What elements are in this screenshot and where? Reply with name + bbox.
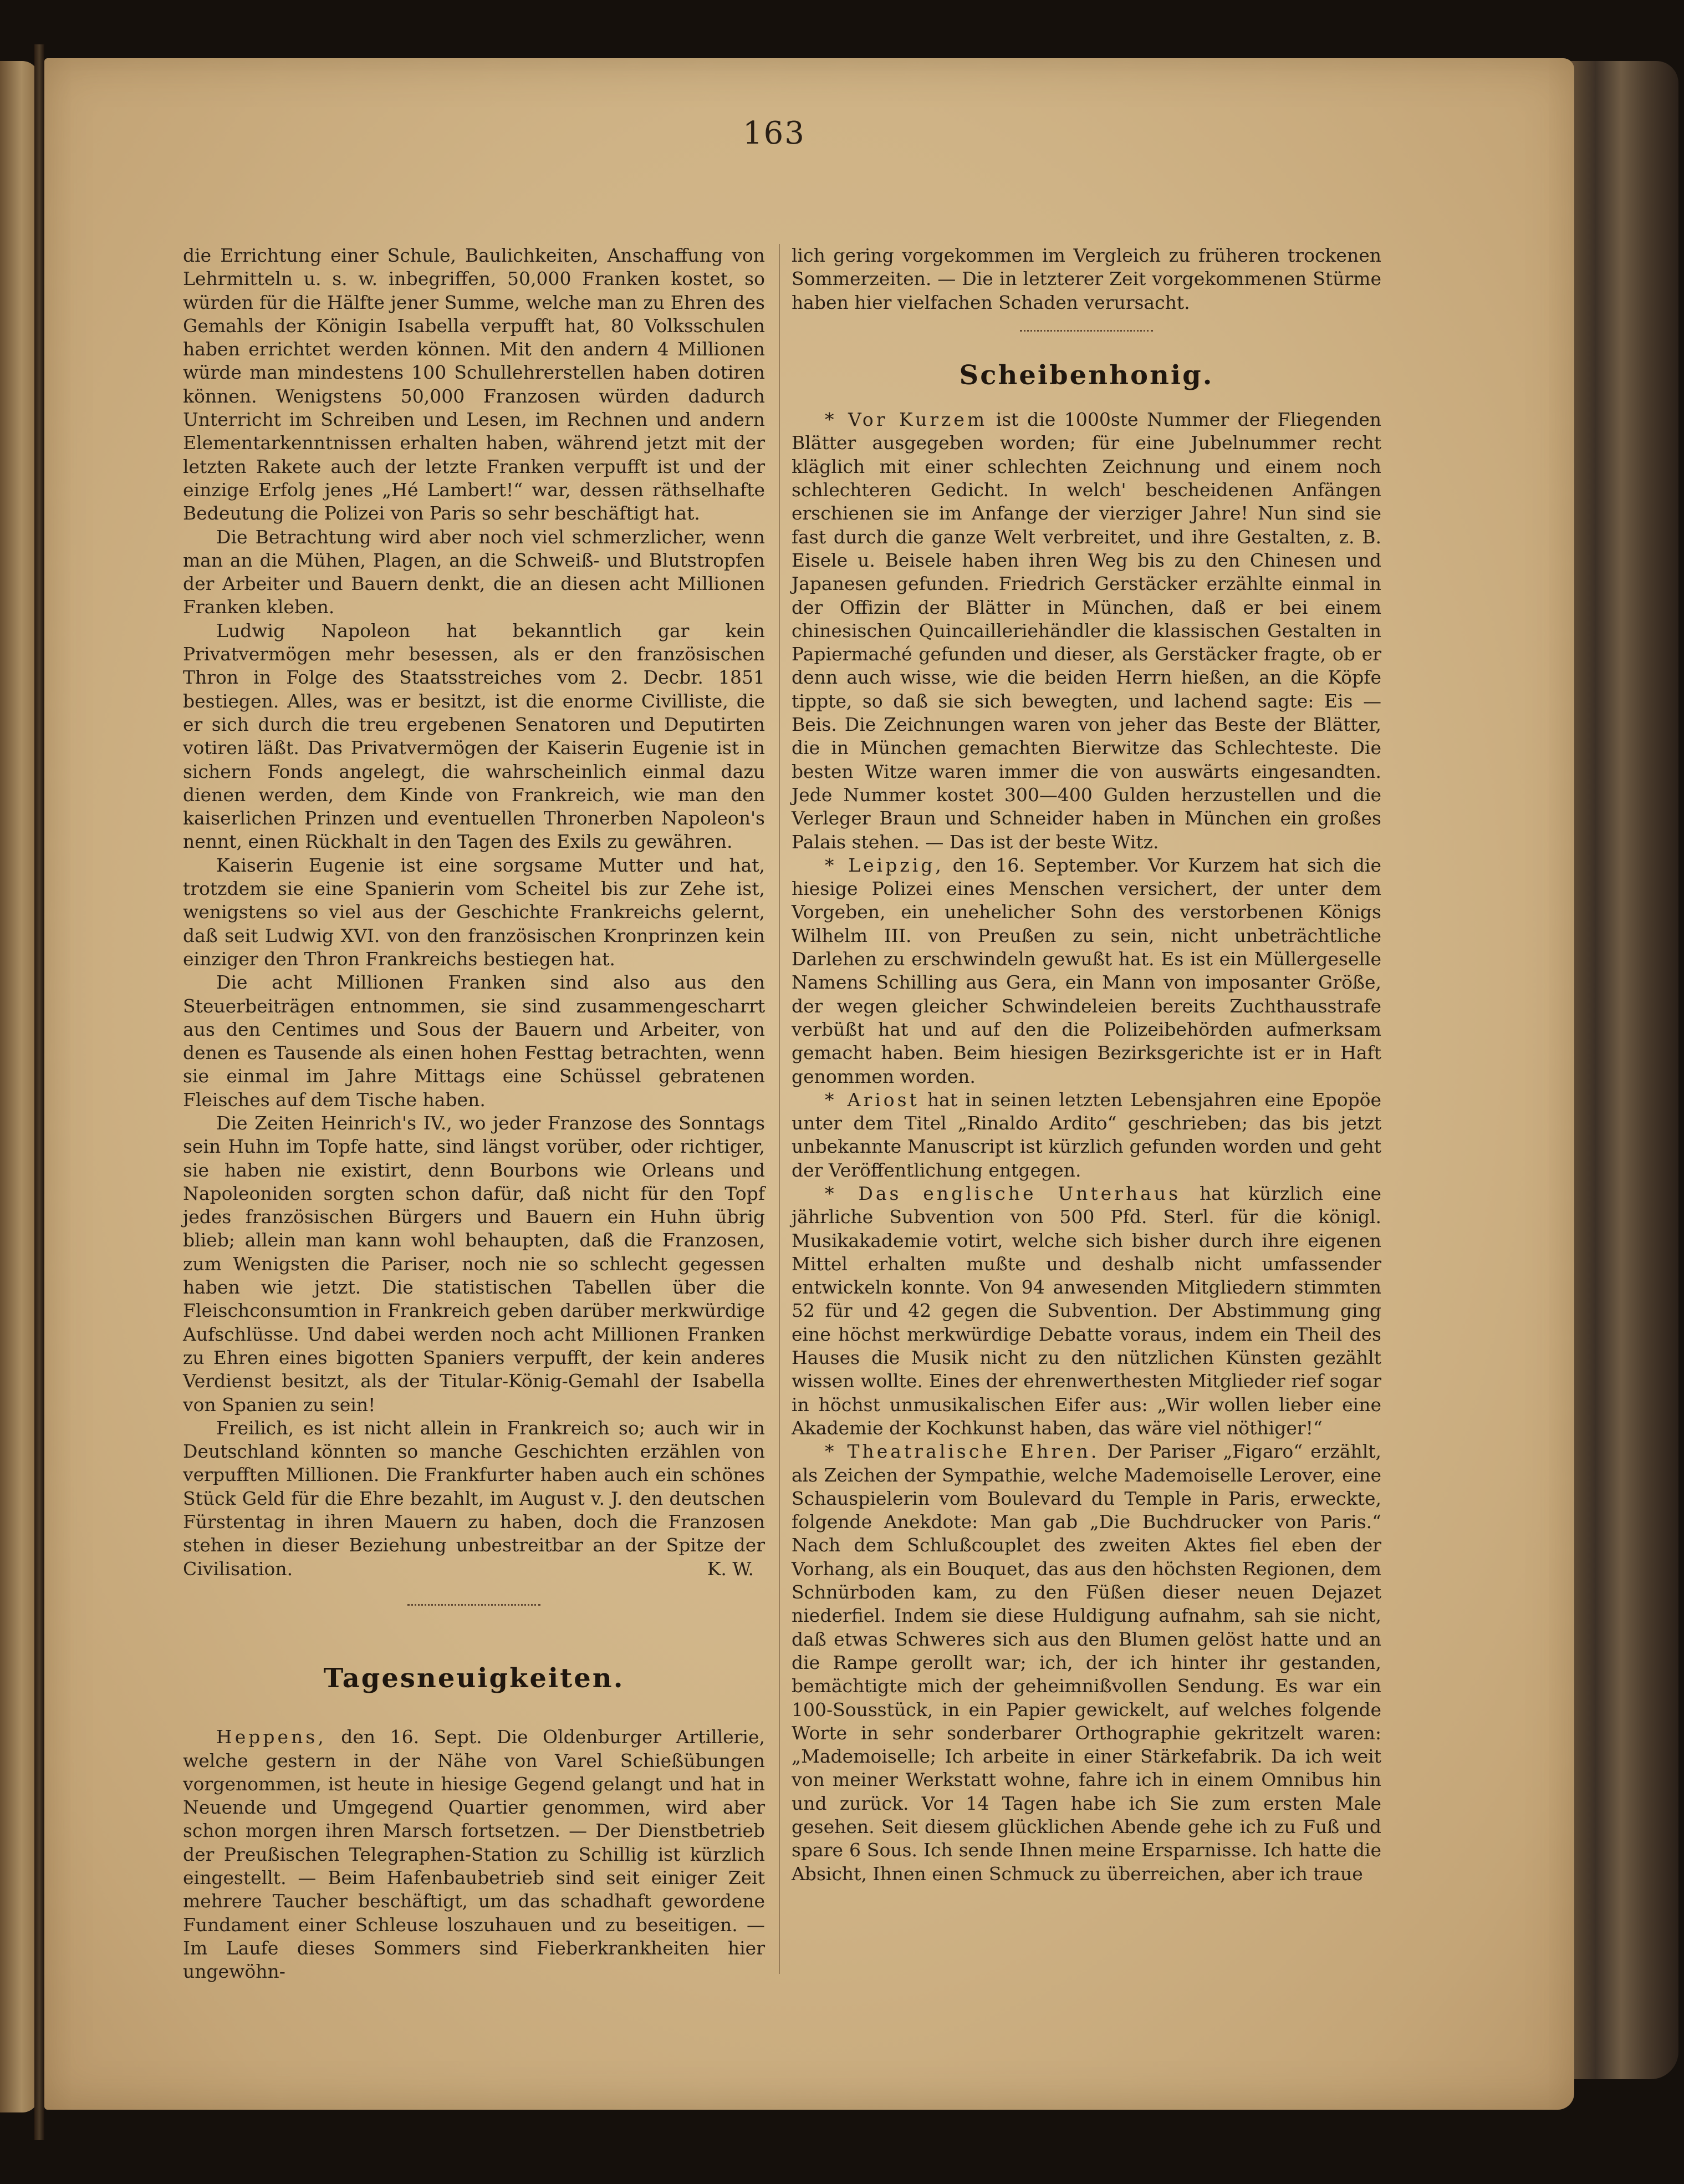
book-binding bbox=[34, 44, 44, 2140]
section-heading-tagesneuigkeiten: Tagesneuigkeiten. bbox=[323, 1662, 625, 1694]
news-item-dateline: Heppens, bbox=[216, 1726, 326, 1748]
item-text: ist die 1000ste Nummer der Fliegenden Blätter ausgegeben worden; für eine Jubelnummer recht kläglich mit einer schlechten Zeichnung und einem noch schlechteren Gedicht. In welch' bescheidenen Anfängen erschienen sie im Anfange der vierziger Jahre! Nun sind sie fast durch die ganze Welt verbreitet, und ihre Gestalten, z. B. Eisele u. Beisele haben ihren Weg bis zu den Chinesen und Japanesen gefunden. Friedrich Gerstäcker erzählte einmal in der Offizin der Blätter in München, daß er bei einem chinesischen Quincailleriehändler die klassischen Gestalten in Papiermaché gefunden und dieser, als Gerstäcker fragte, ob er denn auch wisse, wie die beiden Herrn hießen, an die Köpfe tippte, so daß sie sich bewegten, und lachend sagte: Eis — Beis. Die Zeichnungen waren von jeher das Beste der Blätter, die in München gemachten Bierwitze das Schlechteste. Die besten Witze waren immer die von auswärts eingesandten. Jede Nummer kostet 300—400 Gulden herzustellen und die Verleger Braun und Schneider haben in München ein großes Palais stehen. — Das ist der beste Witz. bbox=[792, 409, 1381, 853]
news-item-heppens bbox=[183, 1725, 765, 1983]
article-paragraph-final bbox=[183, 1417, 765, 1581]
news-item-text: den 16. Sept. Die Oldenburger Artillerie, welche gestern in der Nähe von Varel Schießübungen vorgenommen, ist heute in hiesige Gegend gelangt und hat in Neuende und Umgegend Quartier genommen, wird aber schon morgen ihren Marsch fortsetzen. — Der Dienstbetrieb der Preußischen Telegraphen-Station zu Schillig ist kürzlich eingestellt. — Beim Hafenbaubetrieb sind seit einiger Zeit mehrere Taucher beschäftigt, um das schadhaft gewordene Fundament einer Schleuse loszuhauen und zu beseitigen. — Im Laufe dieses Sommers sind Fieberkrankheiten hier ungewöhn- bbox=[183, 1726, 765, 1983]
left-column bbox=[183, 244, 765, 1983]
item-lead: * Das englische Unterhaus bbox=[825, 1182, 1181, 1204]
article-paragraph: Die Betrachtung wird aber noch viel schmerzlicher, wenn man an die Mühen, Plagen, an die Schweiß- und Blutstropfen der Arbeiter und Bauern denkt, die an diesen acht Millionen Franken kleben. bbox=[183, 526, 765, 618]
item-fliegende-blaetter bbox=[792, 408, 1381, 854]
column-divider bbox=[779, 244, 780, 1974]
item-ariost bbox=[792, 1088, 1381, 1182]
article-paragraph: Ludwig Napoleon hat bekanntlich gar kein Privatvermögen mehr besessen, als er den französischen Thron in Folge des Staatsstreiches vom 2. Decbr. 1851 bestiegen. Alles, was er besitzt, ist die enorme Civilliste, die er sich durch die treu ergebenen Senatoren und Deputirten votiren läßt. Das Privatvermögen der Kaiserin Eugenie ist in sichern Fonds angelegt, die wahrscheinlich einmal dazu dienen werden, dem Kinde von Frankreich, wie man den kaiserlichen Prinzen und eventuellen Thronerben Napoleon's nennt, einen Rückhalt in den Tagen des Exils zu gewähren. bbox=[183, 619, 765, 853]
item-englisches-unterhaus bbox=[792, 1182, 1381, 1440]
item-text: hat in seinen letzten Lebensjahren eine Epopöe unter dem Titel „Rinaldo Ardito“ geschrieben; das bis jetzt unbekannte Manuscript ist kürzlich gefunden worden und geht der Veröffentlichung entgegen. bbox=[792, 1088, 1382, 1181]
item-theatralische-ehren bbox=[792, 1440, 1381, 1886]
item-lead: * Theatralische Ehren. bbox=[825, 1440, 1100, 1463]
item-lead: * Ariost bbox=[825, 1088, 920, 1111]
article-continuation-paragraph: die Errichtung einer Schule, Baulichkeiten, Anschaffung von Lehrmitteln u. s. w. inbegriffen, 50,000 Franken kostet, so würden für die Hälfte jener Summe, welche man zu Ehren des Gemahls der Königin Isabella verpufft hat, 80 Volksschulen haben errichtet werden können. Mit den andern 4 Millionen würde man mindestens 100 Schullehrerstellen haben dotiren können. Wenigstens 50,000 Franzosen würden dadurch Unterricht im Schreiben und Lesen, im Rechnen und andern Elementarkenntnissen erhalten haben, während jetzt mit der letzten Rakete auch der letzte Franken verpufft ist und der einzige Erfolg jenes „Hé Lambert!“ war, dessen räthselhafte Bedeutung die Polizei von Paris so sehr beschäftigt hat. bbox=[183, 245, 765, 525]
item-leipzig bbox=[792, 854, 1381, 1088]
facing-page-edge bbox=[0, 61, 39, 2112]
article-paragraph: Kaiserin Eugenie ist eine sorgsame Mutter und hat, trotzdem sie eine Spanierin vom Scheitel bis zur Zehe ist, wenigstens so viel aus der Geschichte Frankreichs gelernt, daß seit Ludwig XVI. von den französischen Kronprinzen kein einziger den Thron Frankreichs bestiegen hat. bbox=[183, 854, 765, 970]
author-signature: K. W. bbox=[707, 1557, 754, 1580]
section-separator bbox=[407, 1604, 540, 1606]
news-continuation-paragraph: lich gering vorgekommen im Vergleich zu früheren trockenen Sommerzeiten. — Die in letzterer Zeit vorgekommenen Stürme haben hier vielfachen Schaden verursacht. bbox=[792, 245, 1381, 313]
article-paragraph: Die Zeiten Heinrich's IV., wo jeder Franzose des Sonntags sein Huhn im Topfe hatte, sind längst vorüber, oder richtiger, sie haben nie existirt, denn Bourbons wie Orleans und Napoleoniden sorgten schon dafür, daß nicht für den Topf jedes französischen Bürgers und Bauern ein Huhn übrig blieb; allein man kann wohl behaupten, daß die Franzosen, zum Wenigsten die Pariser, noch nie so schlecht gegessen haben wie jetzt. Die statistischen Tabellen über die Fleischconsumtion in Frankreich geben darüber merkwürdige Aufschlüsse. Und dabei werden noch acht Millionen Franken zu Ehren eines bigotten Spaniers verpufft, der kein anderes Verdienst besitzt, als der Titular-König-Gemahl der Isabella von Spanien zu sein! bbox=[183, 1112, 765, 1416]
item-lead: * Leipzig, bbox=[825, 854, 944, 876]
page-number: 163 bbox=[743, 115, 805, 151]
item-text: den 16. September. Vor Kurzem hat sich die hiesige Polizei eines Menschen versichert, der unter dem Vorgeben, ein unehelicher Sohn des verstorbenen Königs Wilhelm III. von Preußen zu sein, nicht unbeträchtliche Darlehen zu erschwindeln gewußt hat. Es ist ein Müllergeselle Namens Schilling aus Gera, ein Mann von imposanter Größe, der wegen gleicher Schwindeleien bereits Zuchthausstrafe verbüßt hat und auf den die Polizeibehörden aufmerksam gemacht haben. Beim hiesigen Bezirksgerichte ist er in Haft genommen worden. bbox=[792, 854, 1381, 1087]
item-lead: * Vor Kurzem bbox=[825, 409, 988, 431]
article-paragraph: Die acht Millionen Franken sind also aus den Steuerbeiträgen entnommen, sie sind zusammengescharrt aus den Centimes und Sous der Bauern und Arbeiter, von denen es Tausende als einen hohen Festtag betrachten, wenn sie einmal im Jahre Mittags eine Schüssel gebratenen Fleisches auf dem Tische haben. bbox=[183, 971, 765, 1111]
article-final-text: Freilich, es ist nicht allein in Frankreich so; auch wir in Deutschland könnten so manche Geschichten erzählen von verpufften Millionen. Die Frankfurter haben auch ein schönes Stück Geld für die Ehre bezahlt, im August v. J. den deutschen Fürstentag in ihren Mauern zu haben, doch die Franzosen stehen in dieser Beziehung unbestreitbar an der Spitze der Civilisation. bbox=[183, 1417, 765, 1580]
section-heading-scheibenhonig: Scheibenhonig. bbox=[959, 359, 1214, 391]
item-text: hat kürzlich eine jährliche Subvention von 500 Pfd. Sterl. für die königl. Musikakademie votirt, welche sich bisher durch ihre eigenen Mittel erhalten mußte und deshalb nicht umfassender entwickeln konnte. Von 94 anwesenden Mitgliedern stimmten 52 für und 42 gegen die Subvention. Der Abstimmung ging eine höchst merkwürdige Debatte voraus, indem ein Theil des Hauses die Musik nicht zu den nützlichen Künsten gezählt wissen wollte. Eines der ehrenwerthesten Mitglieder rief sogar in höchst unmusikalischen Eifer aus: „Wir wollen lieber eine Akademie der Kochkunst haben, das wäre viel nöthiger!“ bbox=[792, 1182, 1381, 1439]
section-separator bbox=[1020, 330, 1153, 332]
item-text: Der Pariser „Figaro“ erzählt, als Zeichen der Sympathie, welche Mademoiselle Lerover, eine Schauspielerin vom Boulevard du Temple in Paris, erweckte, folgende Anekdote: Man gab „Die Buchdrucker von Paris.“ Nach dem Schlußcouplet des zweiten Aktes fiel eben der Vorhang, als ein Bouquet, das aus den höchsten Regionen, dem Schnürboden kam, zu den Füßen dieser neuen Dejazet niederfiel. Indem sie diese Huldigung aufnahm, sah sie nicht, daß etwas Schweres sich aus den Blumen gelöst hatte und an die Rampe gerollt war; ich, der ich hinter ihr gestanden, bemächtigte mich der geheimnißvollen Sendung. Es war ein 100-Sousstück, in ein Papier gewickelt, auf welches folgende Worte in sehr sonderbarer Orthographie gekritzelt waren: „Mademoiselle; Ich arbeite in einer Stärkefabrik. Da ich weit von meiner Werkstatt wohne, fahre ich in einem Omnibus hin und zurück. Vor 14 Tagen habe ich Sie zum ersten Male gesehen. Seit diesem glücklichen Abende gehe ich zu Fuß und spare 6 Sous. Ich sende Ihnen meine Ersparnisse. Ich hatte die Absicht, Ihnen einen Schmuck zu überreichen, aber ich traue bbox=[792, 1440, 1382, 1885]
right-column bbox=[792, 244, 1381, 1886]
